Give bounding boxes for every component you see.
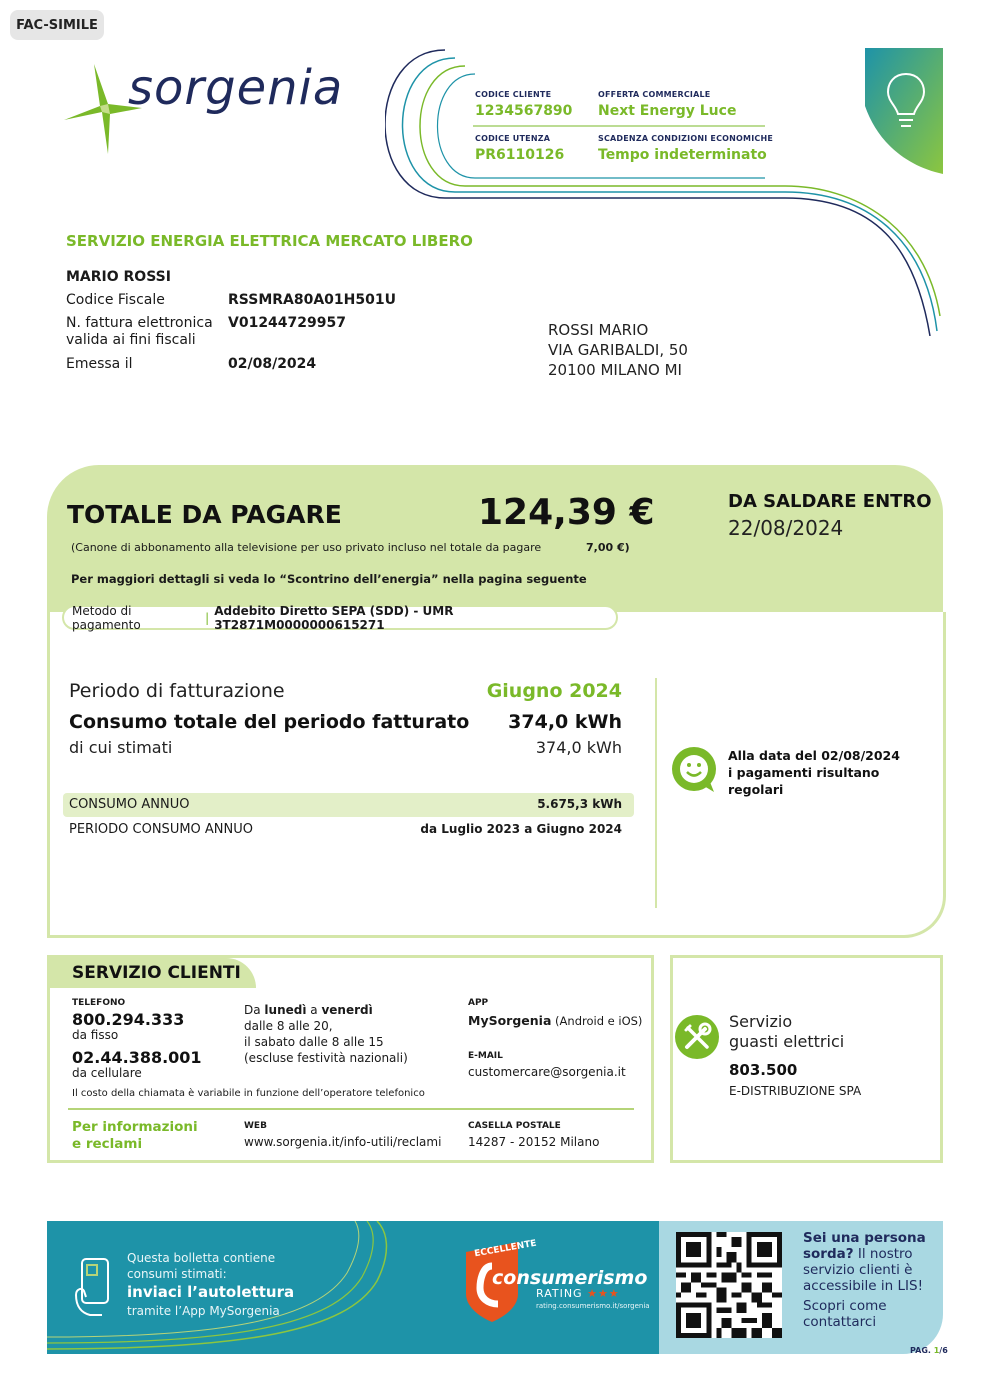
hours-line-4: (escluse festività nazionali) <box>244 1051 408 1065</box>
app-label: APP <box>468 998 489 1008</box>
lis-line-2a: sorda? <box>803 1246 854 1262</box>
guasti-company: E-DISTRIBUZIONE SPA <box>729 1084 862 1098</box>
web-label: WEB <box>244 1121 267 1131</box>
annual-period-value: da Luglio 2023 a Giugno 2024 <box>420 822 622 836</box>
consumerismo-rating-label: RATING <box>536 1287 583 1300</box>
customer-name: MARIO ROSSI <box>66 269 171 285</box>
issued-value: 02/08/2024 <box>228 356 317 372</box>
offerta-label: OFFERTA COMMERCIALE <box>598 90 711 99</box>
autolettura-message <box>127 1250 294 1319</box>
phone-2[interactable]: 02.44.388.001 <box>72 1048 202 1067</box>
service-title: SERVIZIO ENERGIA ELETTRICA MERCATO LIBERO <box>66 232 473 250</box>
scadenza-value: Tempo indeterminato <box>598 147 767 163</box>
payments-status-line-3: regolari <box>728 782 784 797</box>
codice-cliente-label: CODICE CLIENTE <box>475 90 552 99</box>
guasti-title-line-1: Servizio <box>729 1012 793 1031</box>
service-hours <box>244 1002 408 1066</box>
divider <box>655 678 657 908</box>
details-note: Per maggiori dettagli si veda lo “Scontrino dell’energia” nella pagina seguente <box>71 572 587 586</box>
phone-1[interactable]: 800.294.333 <box>72 1010 185 1029</box>
divider <box>68 1108 634 1110</box>
issued-label: Emessa il <box>66 356 133 372</box>
hours-a: a <box>306 1003 322 1017</box>
autolettura-line-4: tramite l’App MySorgenia <box>127 1304 280 1318</box>
annual-label: CONSUMO ANNUO <box>69 797 190 812</box>
sorgenia-logo-text: sorgenia <box>128 60 344 116</box>
page-number <box>910 1346 948 1355</box>
payment-method <box>62 605 618 630</box>
payment-label: Metodo di pagamento <box>72 603 141 632</box>
phone-label: TELEFONO <box>72 998 126 1008</box>
web-link[interactable]: www.sorgenia.it/info-utili/reclami <box>244 1135 442 1149</box>
lis-line-5[interactable]: Scopri come <box>803 1298 887 1314</box>
totale-label: TOTALE DA PAGARE <box>67 500 342 529</box>
due-date: 22/08/2024 <box>728 516 844 540</box>
lis-message <box>803 1230 926 1330</box>
tools-icon <box>674 1014 720 1060</box>
servizio-clienti-title: SERVIZIO CLIENTI <box>72 963 241 983</box>
codice-utenza-value: PR6110126 <box>475 147 565 163</box>
hours-line-1 <box>244 1002 408 1018</box>
email-label: E-MAIL <box>468 1051 503 1061</box>
email-link[interactable]: customercare@sorgenia.it <box>468 1065 626 1079</box>
hours-venerdi: venerdì <box>321 1003 373 1017</box>
lis-line-2 <box>803 1246 926 1262</box>
rating-stars-icon: ★★★ <box>587 1287 620 1300</box>
invoice-label <box>66 315 213 349</box>
autolettura-line-1: Questa bolletta contiene <box>127 1251 276 1265</box>
postal-address <box>548 320 688 380</box>
invoice-label-line2: valida ai fini fiscali <box>66 332 196 348</box>
totale-amount: 124,39 € <box>478 492 655 533</box>
lis-line-2b: Il nostro <box>853 1246 913 1262</box>
address-line-3: 20100 MILANO MI <box>548 361 682 379</box>
page-current: 1 <box>933 1346 940 1355</box>
fac-simile-badge: FAC-SIMILE <box>10 10 104 40</box>
invoice-label-line1: N. fattura elettronica <box>66 315 213 331</box>
call-cost-note: Il costo della chiamata è variabile in funzione dell’operatore telefonico <box>72 1088 425 1099</box>
total-consumption-label: Consumo totale del periodo fatturato <box>69 711 470 733</box>
phone-1-note: da fisso <box>72 1028 119 1042</box>
scadenza-label: SCADENZA CONDIZIONI ECONOMICHE <box>598 134 774 143</box>
payment-separator: | <box>205 610 210 625</box>
payments-status-line-2: i pagamenti risultano <box>728 765 880 780</box>
lis-line-4: accessibile in LIS! <box>803 1278 923 1294</box>
po-label: CASELLA POSTALE <box>468 1121 561 1131</box>
lis-line-6[interactable]: contattarci <box>803 1314 877 1330</box>
consumerismo-brand: consumerismo <box>492 1267 648 1289</box>
autolettura-cta[interactable]: inviaci l’autolettura <box>127 1283 295 1301</box>
codice-utenza-label: CODICE UTENZA <box>475 134 551 143</box>
payments-status <box>728 747 900 798</box>
due-label: DA SALDARE ENTRO <box>728 491 932 512</box>
totale-box <box>47 465 943 615</box>
estimated-label: di cui stimati <box>69 738 173 757</box>
guasti-title <box>729 1012 844 1052</box>
period-label: Periodo di fatturazione <box>69 680 285 702</box>
guasti-number[interactable]: 803.500 <box>729 1061 798 1079</box>
consumerismo-badge-top: ECCELLENTE <box>473 1238 538 1260</box>
page-label: PAG. <box>910 1346 934 1355</box>
estimated-value: 374,0 kWh <box>535 738 622 757</box>
cf-label: Codice Fiscale <box>66 292 165 308</box>
canone-note: (Canone di abbonamento alla televisione per uso privato incluso nel totale da pagare <box>71 541 542 554</box>
period-value: Giugno 2024 <box>486 680 622 702</box>
canone-amount: 7,00 €) <box>586 541 630 554</box>
offerta-value: Next Energy Luce <box>598 103 737 119</box>
codice-cliente-value: 1234567890 <box>475 103 573 119</box>
hours-line-3: il sabato dalle 8 alle 15 <box>244 1035 384 1049</box>
lis-line-1: Sei una persona <box>803 1230 926 1246</box>
consumerismo-rating <box>536 1287 620 1300</box>
invoice-value: V01244729957 <box>228 315 346 331</box>
phone-2-note: da cellulare <box>72 1066 142 1080</box>
hours-lunedi: lunedì <box>264 1003 307 1017</box>
info-reclami-line-2: e reclami <box>72 1136 143 1152</box>
app-note: (Android e iOS) <box>551 1014 643 1028</box>
info-reclami-label <box>72 1119 198 1153</box>
info-reclami-line-1: Per informazioni <box>72 1119 198 1135</box>
divider <box>655 490 657 595</box>
hours-da: Da <box>244 1003 265 1017</box>
lightbulb-icon <box>884 70 928 134</box>
payment-value: Addebito Diretto SEPA (SDD) - UMR 3T2871M0000000615271 <box>214 603 454 632</box>
qr-code-icon[interactable] <box>676 1232 782 1338</box>
smiley-icon <box>670 746 718 794</box>
page-total: /6 <box>939 1346 948 1355</box>
lis-line-3: servizio clienti è <box>803 1262 913 1278</box>
guasti-title-line-2: guasti elettrici <box>729 1032 845 1051</box>
app-info[interactable] <box>468 1013 642 1028</box>
po-value: 14287 - 20152 Milano <box>468 1135 600 1149</box>
phone-hand-icon <box>72 1255 118 1321</box>
app-name: MySorgenia <box>468 1013 552 1028</box>
payments-status-line-1: Alla data del 02/08/2024 <box>728 748 900 763</box>
annual-period-label: PERIODO CONSUMO ANNUO <box>69 822 253 837</box>
address-line-2: VIA GARIBALDI, 50 <box>548 341 688 359</box>
hours-line-2: dalle 8 alle 20, <box>244 1019 333 1033</box>
annual-value: 5.675,3 kWh <box>537 797 622 811</box>
address-line-1: ROSSI MARIO <box>548 321 649 339</box>
total-consumption-value: 374,0 kWh <box>508 711 622 733</box>
consumerismo-url: rating.consumerismo.it/sorgenia <box>536 1302 650 1310</box>
autolettura-line-2: consumi stimati: <box>127 1267 227 1281</box>
cf-value: RSSMRA80A01H501U <box>228 292 396 308</box>
